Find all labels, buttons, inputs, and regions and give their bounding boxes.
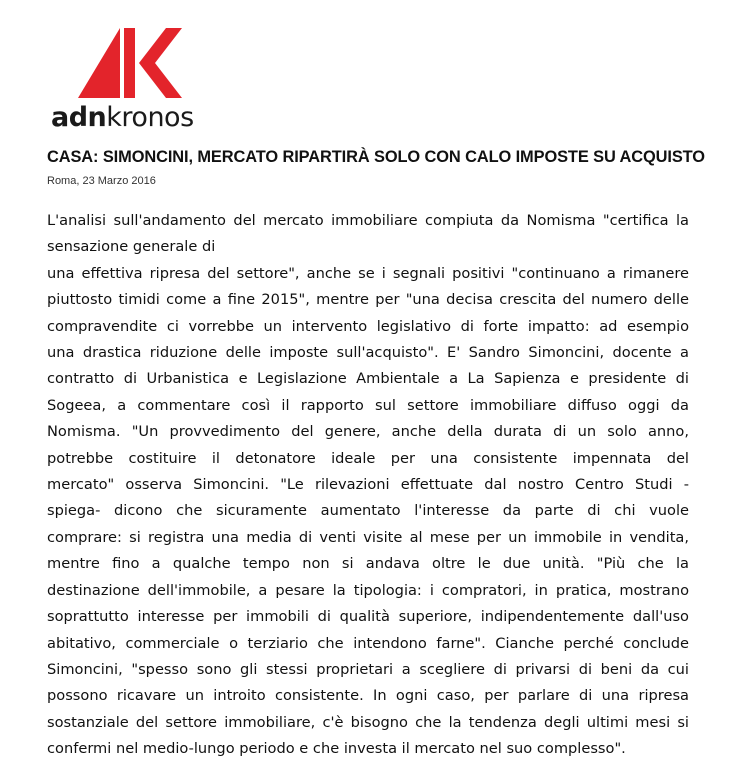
- article-line: compravendite ci vorrebbe un intervento legislativo di forte impatto: ad esempio: [47, 317, 689, 335]
- article-line: Sogeea, a commentare così il rapporto sul settore immobiliare diffuso oggi da: [47, 396, 689, 414]
- article-line: piuttosto timidi come a fine 2015", mentre per "una decisa crescita del numero delle: [47, 291, 689, 309]
- article-line: contratto di Urbanistica e Legislazione Ambientale a La Sapienza e presidente di: [47, 370, 689, 388]
- article-dateline: Roma, 23 Marzo 2016: [47, 175, 156, 187]
- article-title: CASA: SIMONCINI, MERCATO RIPARTIRÀ SOLO CON CALO IMPOSTE SU ACQUISTO: [47, 148, 705, 166]
- article-line: una drastica riduzione delle imposte sull'acquisto". E' Sandro Simoncini, docente a: [47, 344, 689, 362]
- article-line: sensazione generale di: [47, 238, 216, 256]
- article-line: mentre fino a qualche tempo non si andava oltre le due unità. "Più che la: [47, 555, 689, 573]
- logo-text-light: kronos: [106, 102, 194, 133]
- article-line: possono ricavare un introito consistente. In ogni caso, per parlare di una ripresa: [47, 687, 689, 705]
- article-line: sostanziale del settore immobiliare, c'è bisogno che la tendenza degli ultimi mesi si: [47, 713, 689, 731]
- article-line: confermi nel medio-lungo periodo e che investa il mercato nel suo complesso".: [47, 740, 626, 758]
- adnkronos-logo-icon: [78, 28, 182, 98]
- article-line: destinazione dell'immobile, a pesare la tipologia: i compratori, in pratica, mostrano: [47, 581, 689, 599]
- article-line: una effettiva ripresa del settore", anche se i segnali positivi "continuano a rimanere: [47, 264, 689, 282]
- article-line: L'analisi sull'andamento del mercato immobiliare compiuta da Nomisma "certifica la: [47, 212, 689, 229]
- article-line: mercato" osserva Simoncini. "Le rilevazioni effettuate dal nostro Centro Studi -: [47, 476, 689, 494]
- article-body: [47, 208, 689, 763]
- adnkronos-logo[interactable]: [48, 22, 218, 132]
- article-line: Nomisma. "Un provvedimento del genere, anche della durata di un solo anno,: [47, 423, 689, 441]
- article-line: abitativo, commerciale o terziario che intendono farne". Cianche perché conclude: [47, 634, 689, 652]
- logo-text-bold: adn: [51, 102, 107, 133]
- logo-wordmark: [51, 102, 194, 133]
- article-line: spiega- dicono che sicuramente aumentato l'interesse da parte di chi vuole: [47, 502, 689, 520]
- article-line: Simoncini, "spesso sono gli stessi proprietari a scegliere di privarsi di beni da cui: [47, 660, 689, 678]
- article-line: soprattutto interesse per immobili di qualità superiore, indipendentemente dall'uso: [47, 608, 689, 626]
- article-line: comprare: si registra una media di venti visite al mese per un immobile in vendita,: [47, 528, 689, 546]
- article-line: potrebbe costituire il detonatore ideale per una consistente impennata del: [47, 449, 689, 467]
